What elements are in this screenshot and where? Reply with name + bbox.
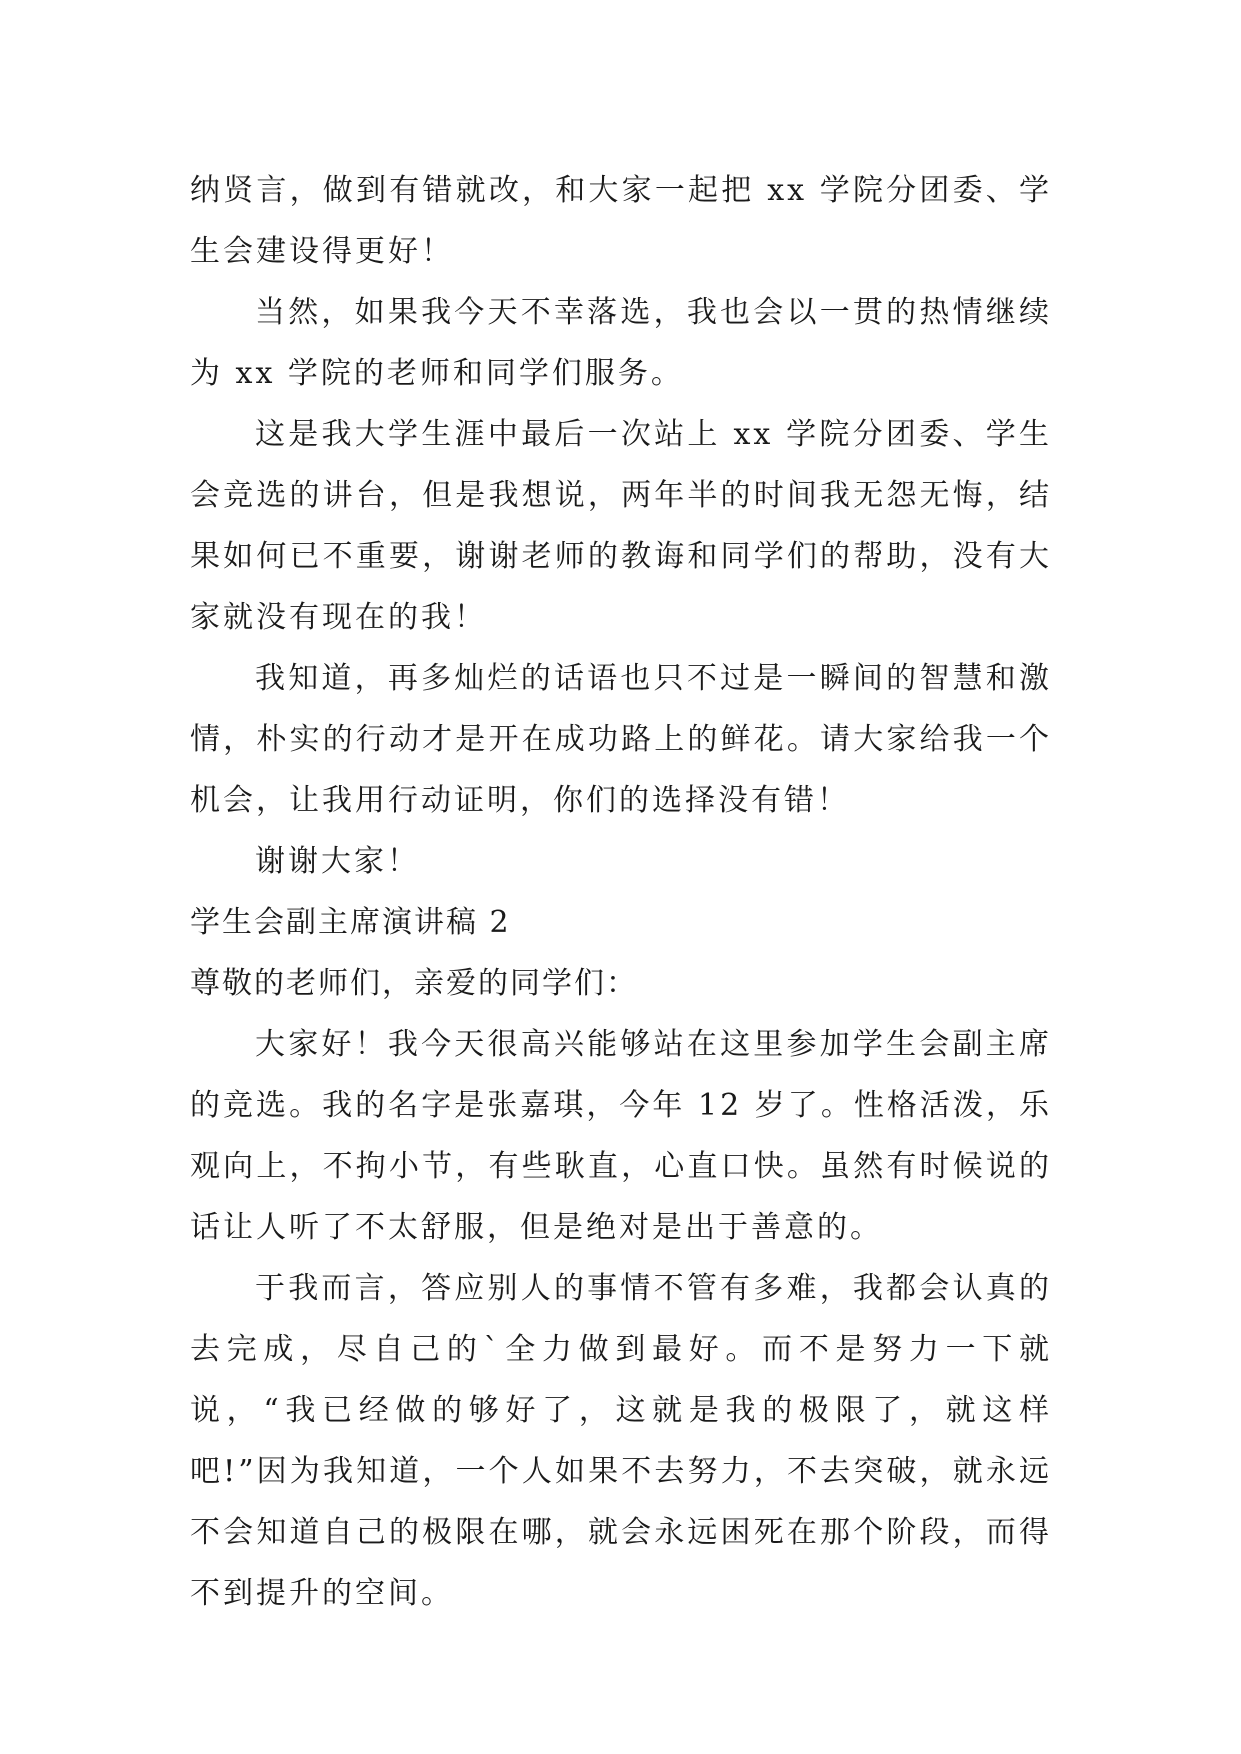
paragraph-5: 谢谢大家！	[255, 844, 420, 879]
paragraph-3: 这是我大学生涯中最后一次站上 xx 学院分团委、学生会竞选的讲台，但是我想说，两年半的时间我无怨无悔，结果如何已不重要，谢谢老师的教诲和同学们的帮助，没有大家就没有现在的我！	[190, 417, 1052, 635]
salutation: 尊敬的老师们，亲爱的同学们：	[190, 966, 638, 1001]
paragraph-4: 我知道，再多灿烂的话语也只不过是一瞬间的智慧和激情，朴实的行动才是开在成功路上的鲜花。请大家给我一个机会，让我用行动证明，你们的选择没有错！	[190, 661, 1052, 818]
paragraph-6: 大家好！我今天很高兴能够站在这里参加学生会副主席的竞选。我的名字是张嘉琪，今年 12 岁了。性格活泼，乐观向上，不拘小节，有些耿直，心直口快。虽然有时候说的话让人听了不太舒服，但是绝对是出于善意的。	[190, 1027, 1052, 1245]
paragraph-1: 纳贤言，做到有错就改，和大家一起把 xx 学院分团委、学生会建设得更好！	[190, 173, 1052, 269]
section-title: 学生会副主席演讲稿 2	[190, 905, 511, 940]
document-body	[190, 160, 1052, 1624]
paragraph-7: 于我而言，答应别人的事情不管有多难，我都会认真的去完成，尽自己的`全力做到最好。而不是努力一下就说，“我已经做的够好了，这就是我的极限了，就这样吧!”因为我知道，一个人如果不去努力，不去突破，就永远不会知道自己的极限在哪，就会永远困死在那个阶段，而得不到提升的空间。	[190, 1271, 1052, 1611]
paragraph-2: 当然，如果我今天不幸落选，我也会以一贯的热情继续为 xx 学院的老师和同学们服务。	[190, 295, 1052, 391]
